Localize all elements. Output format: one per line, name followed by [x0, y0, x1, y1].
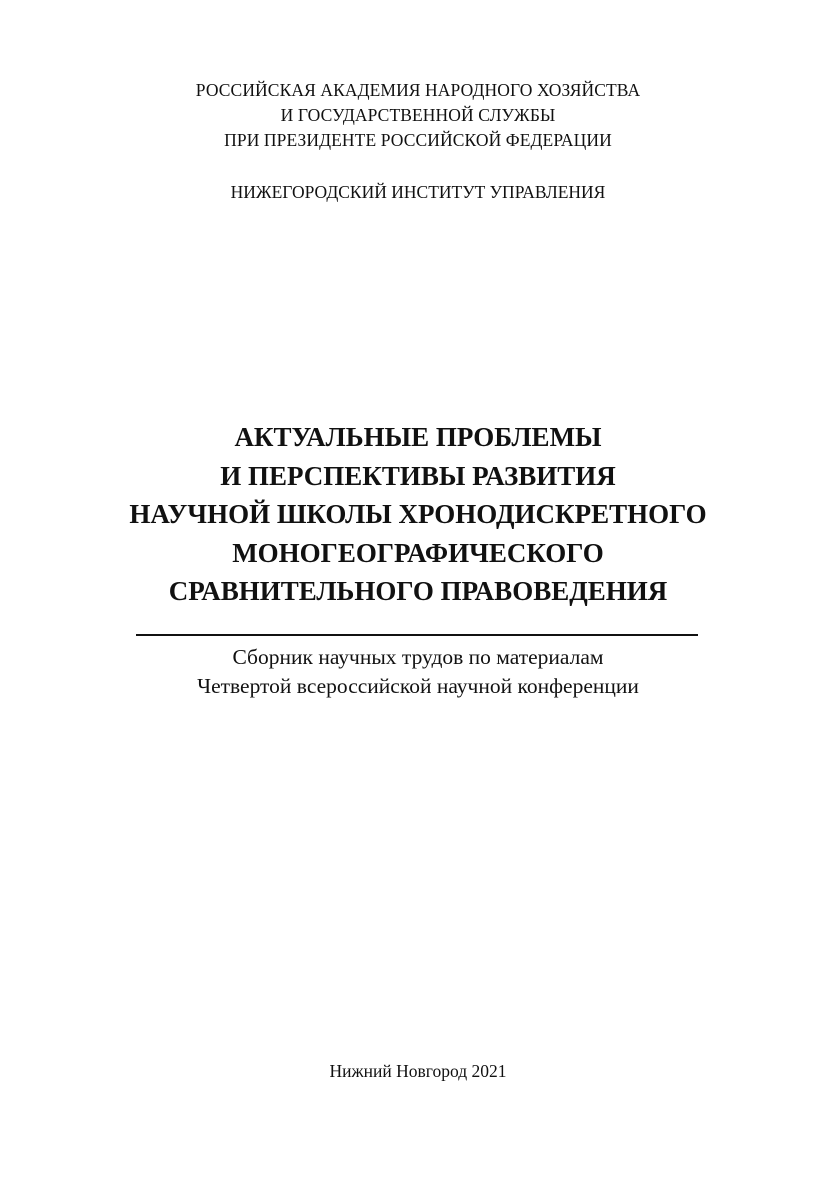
title-line: МОНОГЕОГРАФИЧЕСКОГО: [232, 537, 604, 568]
document-title: [0, 418, 836, 611]
place-and-year: Нижний Новгород 2021: [329, 1061, 507, 1081]
organization-line: РОССИЙСКАЯ АКАДЕМИЯ НАРОДНОГО ХОЗЯЙСТВА: [195, 80, 641, 100]
organization-line: ПРИ ПРЕЗИДЕНТЕ РОССИЙСКОЙ ФЕДЕРАЦИИ: [224, 130, 612, 150]
title-divider: [136, 634, 698, 636]
subtitle-line: Сборник научных трудов по материалам: [232, 645, 604, 669]
title-line: АКТУАЛЬНЫЕ ПРОБЛЕМЫ: [234, 422, 602, 452]
institute-name: НИЖЕГОРОДСКИЙ ИНСТИТУТ УПРАВЛЕНИЯ: [230, 182, 606, 202]
title-line: СРАВНИТЕЛЬНОГО ПРАВОВЕДЕНИЯ: [168, 576, 668, 606]
organization-header: [0, 78, 836, 153]
document-subtitle: [0, 643, 836, 701]
organization-line: И ГОСУДАРСТВЕННОЙ СЛУЖБЫ: [280, 105, 556, 125]
title-line: НАУЧНОЙ ШКОЛЫ ХРОНОДИСКРЕТНОГО: [129, 499, 707, 529]
subtitle-line: Четвертой всероссийской научной конференции: [197, 674, 639, 698]
title-line: И ПЕРСПЕКТИВЫ РАЗВИТИЯ: [220, 460, 616, 491]
